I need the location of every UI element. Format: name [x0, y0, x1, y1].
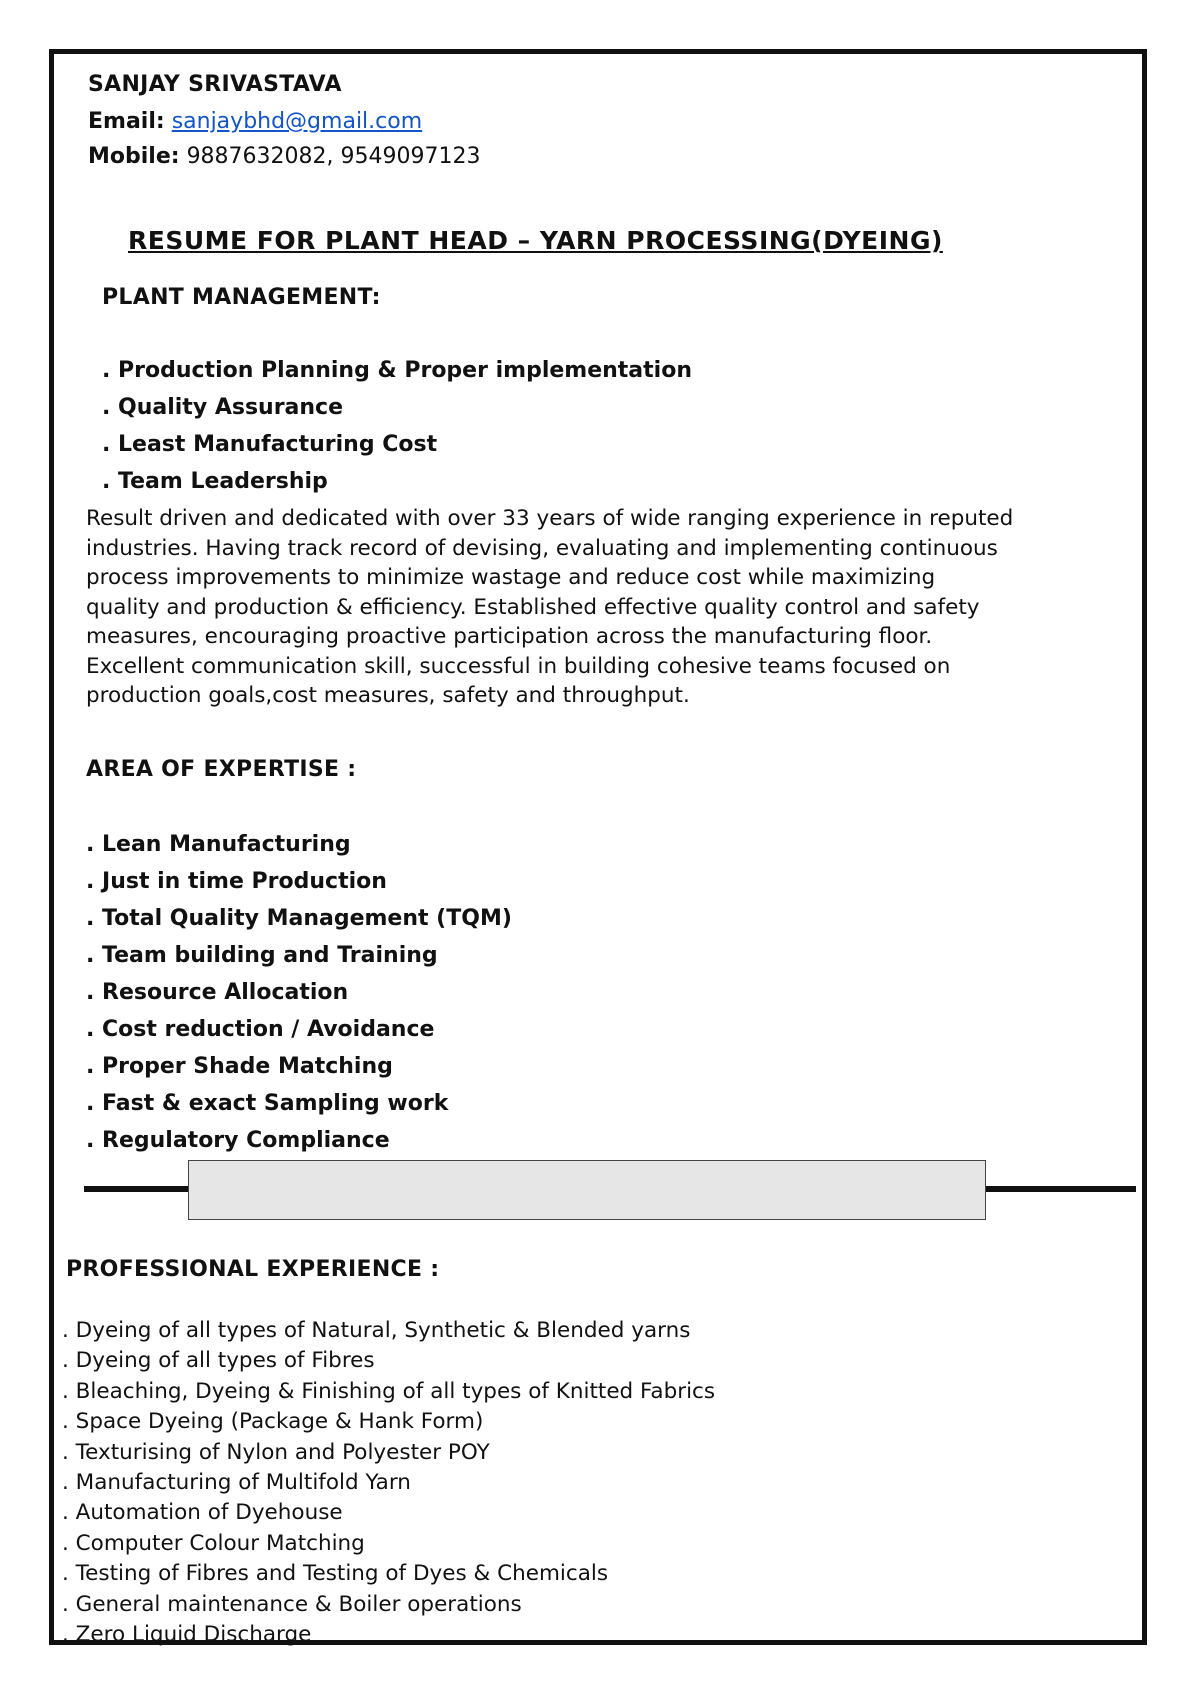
list-item: . Automation of Dyehouse — [62, 1500, 343, 1526]
list-item: . Lean Manufacturing — [86, 832, 351, 857]
list-item: . Texturising of Nylon and Polyester POY — [62, 1439, 490, 1465]
mobile-row — [88, 144, 481, 169]
list-item: . Testing of Fibres and Testing of Dyes & Chemicals — [62, 1561, 609, 1587]
divider-line-left — [84, 1186, 190, 1192]
mobile-value: 9887632082, 9549097123 — [186, 144, 481, 169]
summary-line: Result driven and dedicated with over 33 years of wide ranging experience in reputed — [86, 506, 1014, 531]
list-item: . Quality Assurance — [102, 395, 344, 420]
summary-line: process improvements to minimize wastage and reduce cost while maximizing — [86, 565, 936, 590]
list-item: . Team Leadership — [102, 469, 328, 494]
list-item: . Dyeing of all types of Fibres — [62, 1348, 375, 1374]
experience-heading: PROFESSIONAL EXPERIENCE : — [66, 1257, 440, 1282]
mobile-label: Mobile: — [88, 144, 180, 169]
summary-line: quality and production & efficiency. Established effective quality control and safety — [86, 594, 980, 620]
list-item: . Manufacturing of Multifold Yarn — [62, 1469, 411, 1495]
list-item: . Production Planning & Proper implementation — [102, 358, 692, 383]
list-item: . Fast & exact Sampling work — [86, 1091, 449, 1116]
list-item: . Cost reduction / Avoidance — [86, 1017, 435, 1042]
resume-title: RESUME FOR PLANT HEAD – YARN PROCESSING(DYEING) — [128, 226, 943, 255]
list-item: . Total Quality Management (TQM) — [86, 906, 512, 931]
experience-list — [62, 1316, 715, 1650]
list-item: . Bleaching, Dyeing & Finishing of all types of Knitted Fabrics — [62, 1378, 716, 1404]
list-item: . Zero Liquid Discharge — [62, 1621, 312, 1647]
list-item: . General maintenance & Boiler operations — [62, 1591, 522, 1617]
email-link[interactable]: sanjaybhd@gmail.com — [171, 109, 423, 134]
list-item: . Just in time Production — [86, 869, 387, 894]
summary-line: industries. Having track record of devising, evaluating and implementing continuous — [86, 535, 998, 561]
expertise-heading: AREA OF EXPERTISE : — [86, 757, 357, 782]
list-item: . Space Dyeing (Package & Hank Form) — [62, 1409, 484, 1435]
list-item: . Dyeing of all types of Natural, Synthetic & Blended yarns — [62, 1318, 691, 1343]
expertise-list — [86, 826, 512, 1159]
summary-line: measures, encouraging proactive participation across the manufacturing floor. — [86, 624, 933, 649]
summary-line: production goals,cost measures, safety and throughput. — [86, 683, 690, 708]
email-row — [88, 109, 422, 134]
list-item: . Team building and Training — [86, 943, 438, 968]
divider-box — [188, 1160, 986, 1220]
divider-line-right — [986, 1186, 1136, 1192]
candidate-name: SANJAY SRIVASTAVA — [88, 72, 342, 97]
plant-management-list — [102, 352, 692, 500]
list-item: . Least Manufacturing Cost — [102, 432, 438, 457]
list-item: . Computer Colour Matching — [62, 1530, 365, 1556]
list-item: . Resource Allocation — [86, 980, 349, 1005]
email-label: Email: — [88, 109, 165, 134]
summary-paragraph — [86, 504, 1146, 711]
summary-line: Excellent communication skill, successful in building cohesive teams focused on — [86, 653, 951, 679]
list-item: . Proper Shade Matching — [86, 1054, 393, 1079]
list-item: . Regulatory Compliance — [86, 1128, 390, 1153]
plant-management-heading: PLANT MANAGEMENT: — [102, 285, 381, 310]
